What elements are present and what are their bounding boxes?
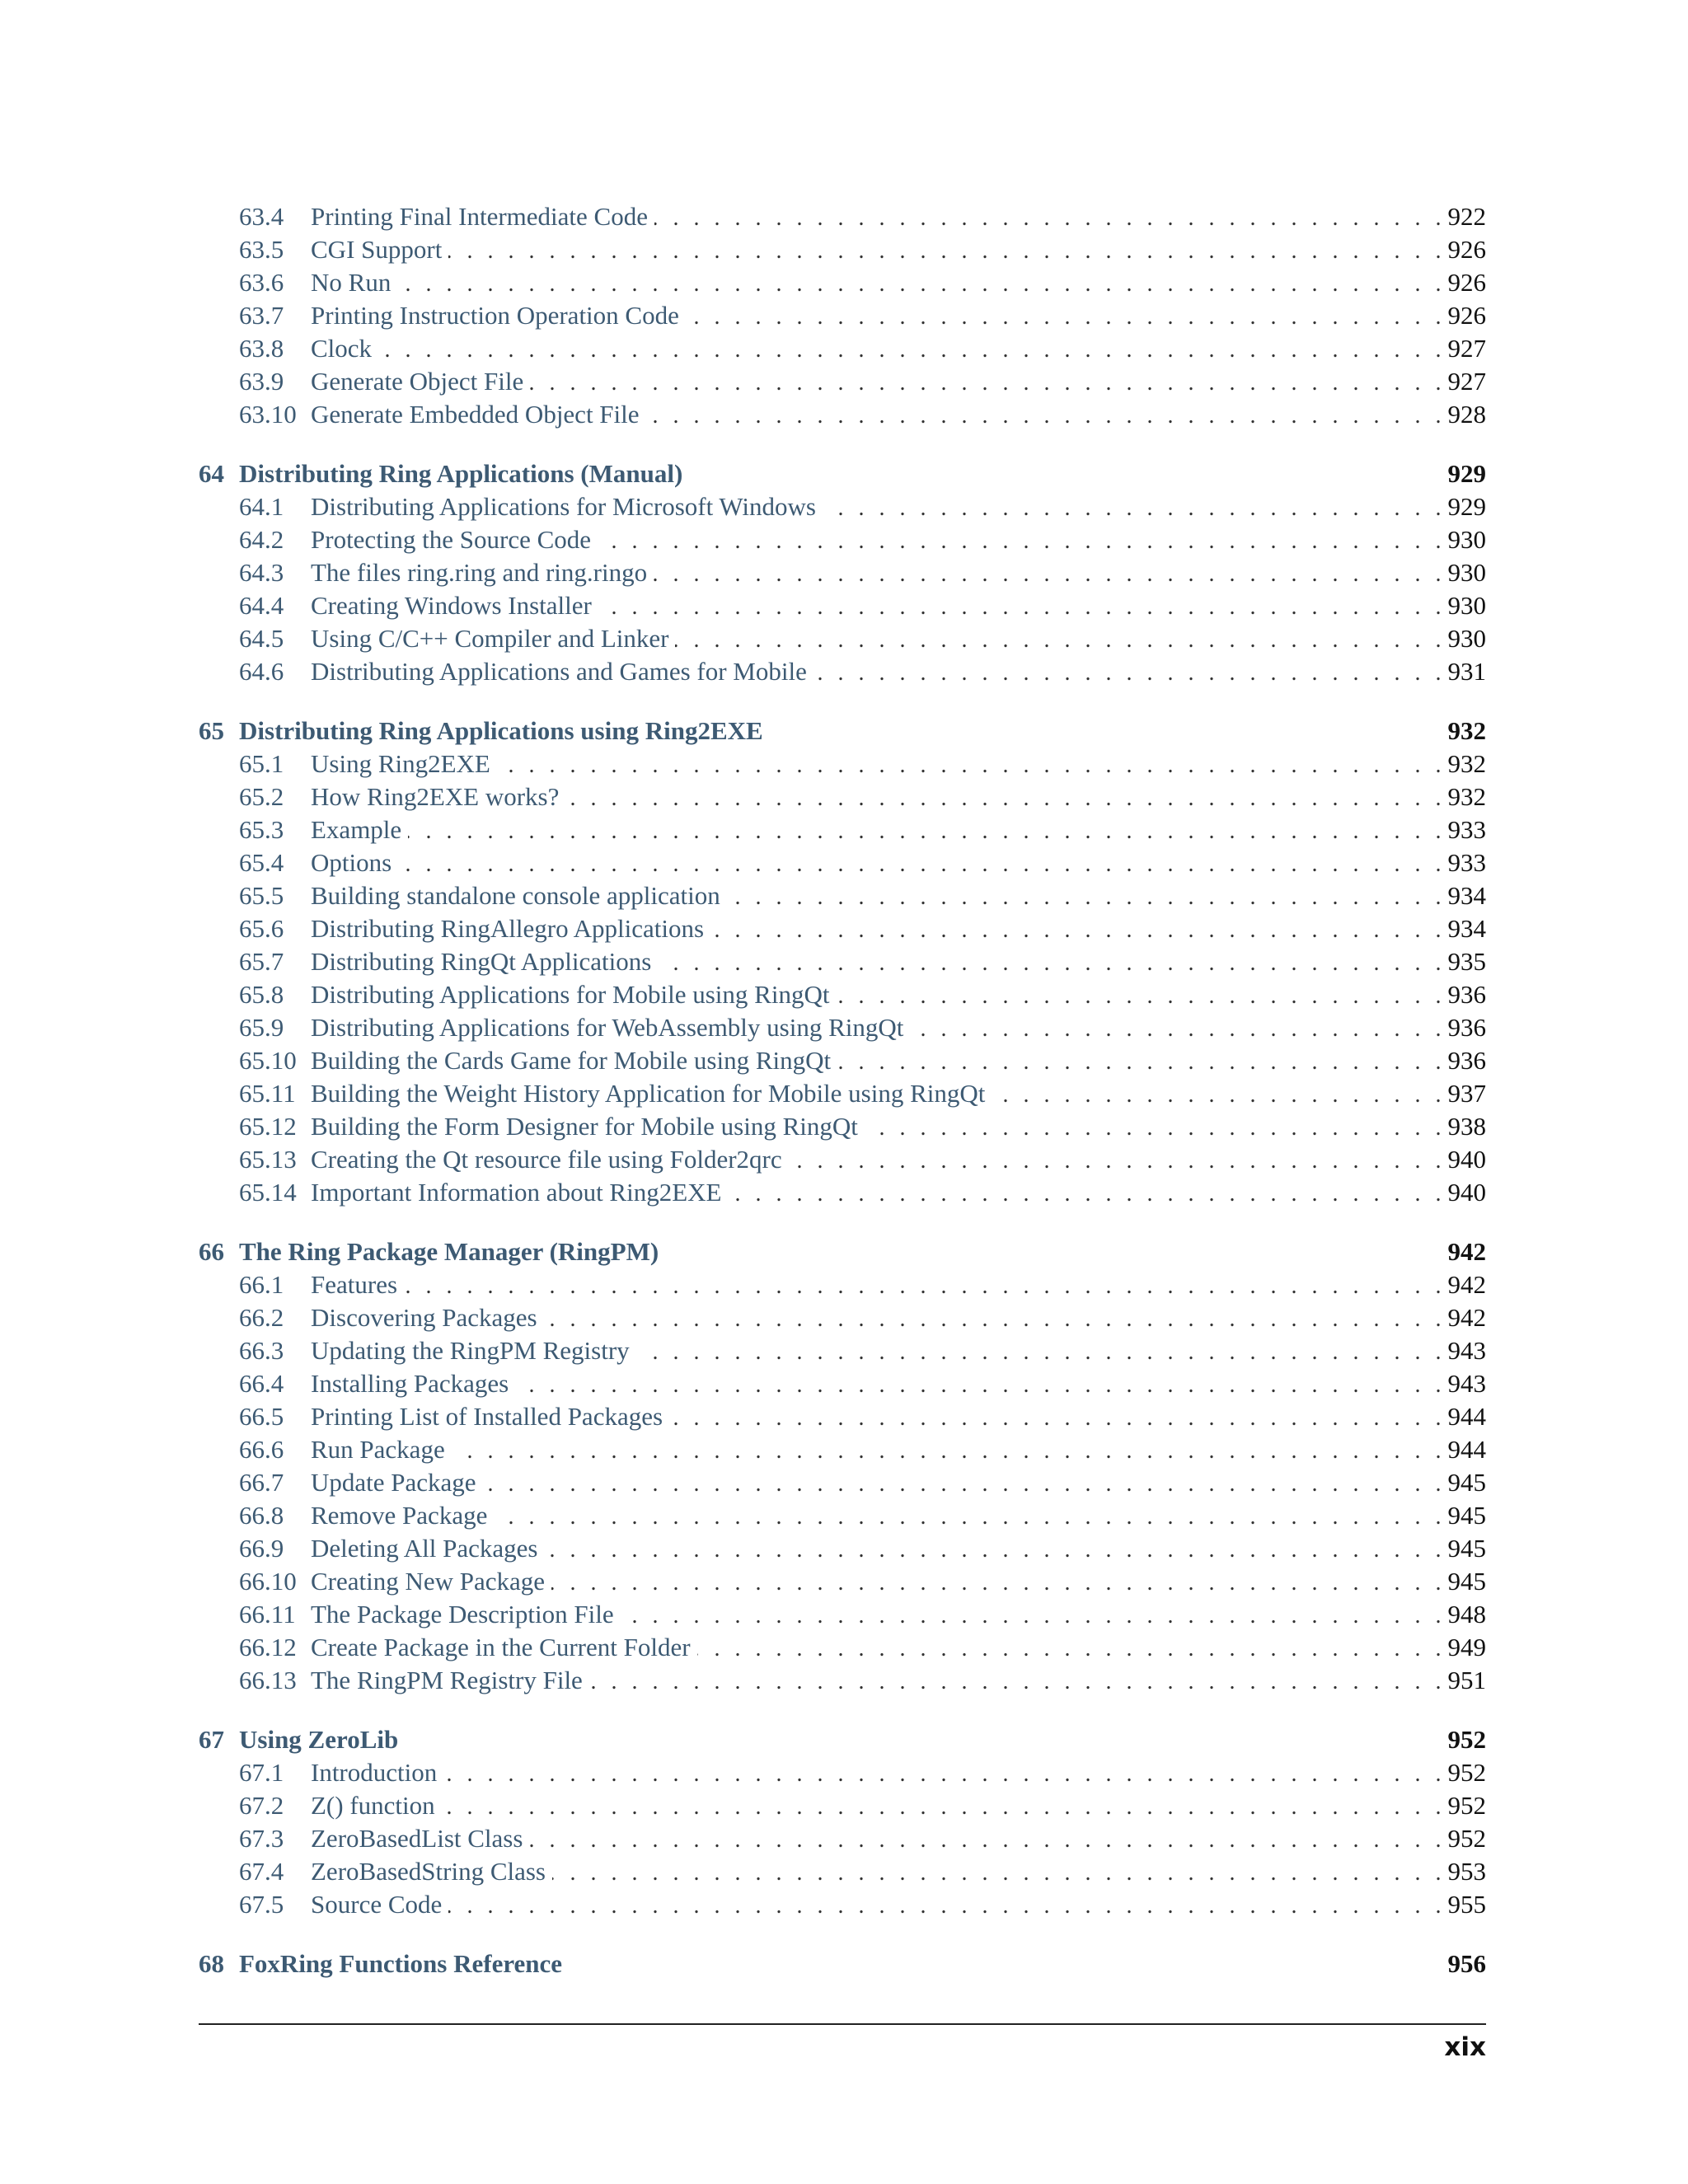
section-page-number: 932 bbox=[1447, 749, 1486, 778]
dot-leader bbox=[654, 200, 1442, 233]
section-number: 65.11 bbox=[239, 1079, 296, 1108]
toc-entry-link[interactable] bbox=[199, 978, 1486, 1011]
chapter-number: 64 bbox=[199, 459, 224, 488]
section-number: 65.3 bbox=[239, 815, 284, 844]
toc-entry-link[interactable] bbox=[199, 1756, 1486, 1789]
dot-leader bbox=[992, 1077, 1441, 1110]
section-number: 66.1 bbox=[239, 1270, 284, 1299]
section-page-number: 945 bbox=[1447, 1534, 1486, 1563]
section-number: 63.8 bbox=[239, 334, 284, 363]
section-page-number: 930 bbox=[1447, 624, 1486, 653]
section-title: No Run bbox=[311, 268, 392, 297]
dot-leader bbox=[448, 1888, 1441, 1921]
section-title: Options bbox=[311, 848, 392, 877]
section-page-number: 938 bbox=[1447, 1112, 1486, 1141]
dot-leader bbox=[646, 398, 1442, 431]
table-of-contents bbox=[199, 200, 1486, 1980]
toc-entry-link[interactable] bbox=[199, 1664, 1486, 1697]
section-title: Generate Embedded Object File bbox=[311, 400, 640, 429]
dot-leader bbox=[404, 1268, 1441, 1301]
section-title: ZeroBasedList Class bbox=[311, 1824, 523, 1853]
toc-entry-link[interactable] bbox=[199, 1011, 1486, 1044]
section-title: Creating the Qt resource file using Folder2qrc bbox=[311, 1145, 782, 1174]
dot-leader bbox=[452, 1433, 1442, 1466]
section-title: Introduction bbox=[311, 1758, 438, 1787]
section-title: Printing List of Installed Packages bbox=[311, 1402, 663, 1431]
toc-entry-link[interactable] bbox=[199, 1044, 1486, 1077]
section-number: 67.1 bbox=[239, 1758, 284, 1787]
section-page-number: 952 bbox=[1447, 1758, 1486, 1787]
section-title: ZeroBasedString Class bbox=[311, 1857, 546, 1886]
section-number: 66.9 bbox=[239, 1534, 284, 1563]
section-number: 65.4 bbox=[239, 848, 284, 877]
section-page-number: 930 bbox=[1447, 591, 1486, 620]
page-number: xix bbox=[1444, 2032, 1486, 2062]
section-title: Distributing RingAllegro Applications bbox=[311, 914, 705, 943]
section-page-number: 926 bbox=[1447, 268, 1486, 297]
section-title: Using C/C++ Compiler and Linker bbox=[311, 624, 669, 653]
dot-leader bbox=[530, 365, 1441, 398]
section-title: CGI Support bbox=[311, 235, 443, 264]
toc-entry-link[interactable] bbox=[199, 523, 1486, 556]
toc-entry-link[interactable] bbox=[199, 1433, 1486, 1466]
chapter-heading-link[interactable] bbox=[199, 457, 1486, 490]
toc-entry-link[interactable] bbox=[199, 846, 1486, 879]
section-number: 66.7 bbox=[239, 1468, 284, 1497]
section-number: 65.10 bbox=[239, 1046, 297, 1075]
section-number: 66.5 bbox=[239, 1402, 284, 1431]
dot-leader bbox=[494, 1499, 1441, 1532]
section-page-number: 933 bbox=[1447, 815, 1486, 844]
toc-entry-link[interactable] bbox=[199, 1888, 1486, 1921]
section-page-number: 940 bbox=[1447, 1178, 1486, 1207]
section-title: Generate Object File bbox=[311, 367, 524, 396]
toc-entry-link[interactable] bbox=[199, 655, 1486, 688]
toc-entry-link[interactable] bbox=[199, 912, 1486, 945]
toc-entry-link[interactable] bbox=[199, 780, 1486, 813]
section-number: 66.13 bbox=[239, 1666, 297, 1694]
section-title: Distributing Applications and Games for Mobile bbox=[311, 657, 807, 686]
section-page-number: 945 bbox=[1447, 1567, 1486, 1596]
section-title: Creating Windows Installer bbox=[311, 591, 592, 620]
toc-entry-link[interactable] bbox=[199, 398, 1486, 431]
section-number: 65.9 bbox=[239, 1013, 284, 1042]
dot-leader bbox=[727, 879, 1442, 912]
chapter-number: 67 bbox=[199, 1725, 224, 1754]
section-title: How Ring2EXE works? bbox=[311, 782, 560, 811]
dot-leader bbox=[529, 1822, 1441, 1855]
section-page-number: 926 bbox=[1447, 235, 1486, 264]
section-title: Discovering Packages bbox=[311, 1303, 537, 1332]
toc-entry-link[interactable] bbox=[199, 233, 1486, 266]
toc-entry-link[interactable] bbox=[199, 1565, 1486, 1598]
toc-entry-link[interactable] bbox=[199, 879, 1486, 912]
dot-leader bbox=[836, 978, 1441, 1011]
dot-leader bbox=[710, 912, 1441, 945]
toc-entry-link[interactable] bbox=[199, 1631, 1486, 1664]
dot-leader bbox=[823, 490, 1442, 523]
toc-entry-link[interactable] bbox=[199, 1822, 1486, 1855]
section-title: Building standalone console application bbox=[311, 881, 720, 910]
section-title: Features bbox=[311, 1270, 398, 1299]
toc-entry-link[interactable] bbox=[199, 1301, 1486, 1334]
dot-leader bbox=[598, 589, 1442, 622]
section-title: Creating New Package bbox=[311, 1567, 546, 1596]
section-number: 66.10 bbox=[239, 1567, 297, 1596]
section-number: 64.6 bbox=[239, 657, 284, 686]
toc-entry-link[interactable] bbox=[199, 1143, 1486, 1176]
section-page-number: 934 bbox=[1447, 881, 1486, 910]
chapter-title: FoxRing Functions Reference bbox=[239, 1949, 563, 1978]
dot-leader bbox=[598, 523, 1441, 556]
section-title: Installing Packages bbox=[311, 1369, 509, 1398]
section-number: 65.6 bbox=[239, 914, 284, 943]
toc-entry-link[interactable] bbox=[199, 1532, 1486, 1565]
section-page-number: 943 bbox=[1447, 1369, 1486, 1398]
toc-entry-link[interactable] bbox=[199, 622, 1486, 655]
section-page-number: 940 bbox=[1447, 1145, 1486, 1174]
dot-leader bbox=[669, 1400, 1441, 1433]
toc-entry-link[interactable] bbox=[199, 1110, 1486, 1143]
section-title: Create Package in the Current Folder bbox=[311, 1633, 691, 1661]
section-number: 66.6 bbox=[239, 1435, 284, 1464]
dot-leader bbox=[686, 299, 1442, 332]
section-title: Deleting All Packages bbox=[311, 1534, 538, 1563]
toc-chapter bbox=[199, 457, 1486, 688]
toc-entry-link[interactable] bbox=[199, 1789, 1486, 1822]
section-page-number: 930 bbox=[1447, 558, 1486, 587]
dot-leader bbox=[408, 813, 1441, 846]
section-title: Update Package bbox=[311, 1468, 476, 1497]
section-number: 65.5 bbox=[239, 881, 284, 910]
toc-entry-link[interactable] bbox=[199, 1400, 1486, 1433]
toc-entry-link[interactable] bbox=[199, 299, 1486, 332]
toc-chapter bbox=[199, 1947, 1486, 1980]
section-number: 66.3 bbox=[239, 1336, 284, 1365]
toc-entry-link[interactable] bbox=[199, 1268, 1486, 1301]
chapter-title: Distributing Ring Applications using Ring2EXE bbox=[239, 716, 763, 745]
section-page-number: 951 bbox=[1447, 1666, 1486, 1694]
section-number: 65.12 bbox=[239, 1112, 297, 1141]
section-page-number: 953 bbox=[1447, 1857, 1486, 1886]
section-page-number: 942 bbox=[1447, 1303, 1486, 1332]
dot-leader bbox=[442, 1789, 1442, 1822]
section-number: 65.1 bbox=[239, 749, 284, 778]
chapter-heading-link[interactable] bbox=[199, 1947, 1486, 1980]
section-page-number: 929 bbox=[1447, 492, 1486, 521]
section-number: 65.14 bbox=[239, 1178, 297, 1207]
dot-leader bbox=[728, 1176, 1441, 1209]
chapter-page-number: 952 bbox=[1447, 1725, 1486, 1754]
section-number: 65.8 bbox=[239, 980, 284, 1009]
section-title: Protecting the Source Code bbox=[311, 525, 592, 554]
section-number: 63.5 bbox=[239, 235, 284, 264]
section-title: Distributing RingQt Applications bbox=[311, 947, 652, 976]
section-number: 64.3 bbox=[239, 558, 284, 587]
section-page-number: 936 bbox=[1447, 1046, 1486, 1075]
dot-leader bbox=[397, 266, 1441, 299]
toc-entry-link[interactable] bbox=[199, 748, 1486, 780]
section-page-number: 943 bbox=[1447, 1336, 1486, 1365]
section-page-number: 945 bbox=[1447, 1501, 1486, 1530]
chapter-page-number: 942 bbox=[1447, 1237, 1486, 1266]
dot-leader bbox=[552, 1855, 1442, 1888]
toc-entry-link[interactable] bbox=[199, 1367, 1486, 1400]
dot-leader bbox=[910, 1011, 1441, 1044]
chapter-heading-link[interactable] bbox=[199, 715, 1486, 748]
dot-leader bbox=[697, 1631, 1442, 1664]
toc-entry-link[interactable] bbox=[199, 1598, 1486, 1631]
section-title: Building the Form Designer for Mobile using RingQt bbox=[311, 1112, 858, 1141]
section-title: Building the Cards Game for Mobile using RingQt bbox=[311, 1046, 832, 1075]
dot-leader bbox=[865, 1110, 1442, 1143]
section-number: 65.2 bbox=[239, 782, 284, 811]
section-page-number: 922 bbox=[1447, 202, 1486, 231]
dot-leader bbox=[814, 655, 1442, 688]
section-page-number: 927 bbox=[1447, 334, 1486, 363]
section-title: Z() function bbox=[311, 1791, 435, 1820]
section-page-number: 930 bbox=[1447, 525, 1486, 554]
dot-leader bbox=[589, 1664, 1442, 1697]
section-page-number: 926 bbox=[1447, 301, 1486, 330]
section-page-number: 933 bbox=[1447, 848, 1486, 877]
section-title: Remove Package bbox=[311, 1501, 488, 1530]
toc-entry-link[interactable] bbox=[199, 200, 1486, 233]
section-number: 65.13 bbox=[239, 1145, 297, 1174]
dot-leader bbox=[658, 945, 1441, 978]
section-title: Updating the RingPM Registry bbox=[311, 1336, 630, 1365]
toc-entry-link[interactable] bbox=[199, 332, 1486, 365]
toc-entry-link[interactable] bbox=[199, 1855, 1486, 1888]
chapter-heading-link[interactable] bbox=[199, 1235, 1486, 1268]
section-page-number: 955 bbox=[1447, 1890, 1486, 1919]
chapter-title: The Ring Package Manager (RingPM) bbox=[239, 1237, 659, 1266]
chapter-page-number: 929 bbox=[1447, 459, 1486, 488]
section-title: The files ring.ring and ring.ringo bbox=[311, 558, 648, 587]
section-number: 67.5 bbox=[239, 1890, 284, 1919]
section-title: Distributing Applications for Mobile using RingQt bbox=[311, 980, 830, 1009]
toc-entry-link[interactable] bbox=[199, 1334, 1486, 1367]
dot-leader bbox=[544, 1301, 1442, 1334]
section-page-number: 945 bbox=[1447, 1468, 1486, 1497]
section-page-number: 928 bbox=[1447, 400, 1486, 429]
section-number: 67.3 bbox=[239, 1824, 284, 1853]
toc-entry-link[interactable] bbox=[199, 813, 1486, 846]
dot-leader bbox=[551, 1565, 1441, 1598]
section-page-number: 927 bbox=[1447, 367, 1486, 396]
chapter-page-number: 956 bbox=[1447, 1949, 1486, 1978]
section-title: Building the Weight History Application for Mobile using RingQt bbox=[311, 1079, 986, 1108]
section-number: 66.4 bbox=[239, 1369, 284, 1398]
section-page-number: 935 bbox=[1447, 947, 1486, 976]
dot-leader bbox=[545, 1532, 1442, 1565]
dot-leader bbox=[378, 332, 1441, 365]
dot-leader bbox=[483, 1466, 1442, 1499]
dot-leader bbox=[497, 748, 1442, 780]
section-number: 63.6 bbox=[239, 268, 284, 297]
dot-leader bbox=[675, 622, 1441, 655]
dot-leader bbox=[789, 1143, 1442, 1176]
chapter-title: Distributing Ring Applications (Manual) bbox=[239, 459, 683, 488]
dot-leader bbox=[636, 1334, 1442, 1367]
toc-entry-link[interactable] bbox=[199, 266, 1486, 299]
section-title: Using Ring2EXE bbox=[311, 749, 490, 778]
chapter-title: Using ZeroLib bbox=[239, 1725, 399, 1754]
toc-chapter bbox=[199, 200, 1486, 431]
section-title: Distributing Applications for WebAssembly using RingQt bbox=[311, 1013, 904, 1042]
section-number: 66.2 bbox=[239, 1303, 284, 1332]
section-number: 63.4 bbox=[239, 202, 284, 231]
dot-leader bbox=[654, 556, 1441, 589]
section-number: 64.1 bbox=[239, 492, 284, 521]
section-page-number: 936 bbox=[1447, 980, 1486, 1009]
chapter-number: 66 bbox=[199, 1237, 224, 1266]
section-page-number: 948 bbox=[1447, 1600, 1486, 1629]
section-page-number: 936 bbox=[1447, 1013, 1486, 1042]
toc-entry-link[interactable] bbox=[199, 365, 1486, 398]
section-number: 67.2 bbox=[239, 1791, 284, 1820]
toc-entry-link[interactable] bbox=[199, 589, 1486, 622]
section-title: Source Code bbox=[311, 1890, 443, 1919]
section-number: 64.5 bbox=[239, 624, 284, 653]
section-number: 66.8 bbox=[239, 1501, 284, 1530]
section-page-number: 931 bbox=[1447, 657, 1486, 686]
toc-chapter bbox=[199, 1235, 1486, 1697]
toc-entry-link[interactable] bbox=[199, 1466, 1486, 1499]
section-title: Run Package bbox=[311, 1435, 445, 1464]
section-number: 65.7 bbox=[239, 947, 284, 976]
toc-entry-link[interactable] bbox=[199, 1077, 1486, 1110]
section-number: 66.11 bbox=[239, 1600, 296, 1629]
dot-leader bbox=[515, 1367, 1441, 1400]
toc-entry-link[interactable] bbox=[199, 945, 1486, 978]
section-page-number: 932 bbox=[1447, 782, 1486, 811]
chapter-number: 65 bbox=[199, 716, 224, 745]
chapter-heading-link[interactable] bbox=[199, 1723, 1486, 1756]
chapter-number: 68 bbox=[199, 1949, 224, 1978]
toc-chapter bbox=[199, 715, 1486, 1209]
section-number: 64.2 bbox=[239, 525, 284, 554]
chapter-page-number: 932 bbox=[1447, 716, 1486, 745]
section-page-number: 944 bbox=[1447, 1402, 1486, 1431]
section-number: 63.10 bbox=[239, 400, 297, 429]
section-number: 67.4 bbox=[239, 1857, 284, 1886]
dot-leader bbox=[443, 1756, 1441, 1789]
section-page-number: 934 bbox=[1447, 914, 1486, 943]
section-title: Distributing Applications for Microsoft Windows bbox=[311, 492, 816, 521]
dot-leader bbox=[837, 1044, 1441, 1077]
section-number: 66.12 bbox=[239, 1633, 297, 1661]
footer-rule bbox=[199, 2023, 1486, 2025]
section-number: 64.4 bbox=[239, 591, 284, 620]
section-page-number: 952 bbox=[1447, 1791, 1486, 1820]
section-page-number: 949 bbox=[1447, 1633, 1486, 1661]
dot-leader bbox=[448, 233, 1441, 266]
section-title: Important Information about Ring2EXE bbox=[311, 1178, 722, 1207]
toc-entry-link[interactable] bbox=[199, 1176, 1486, 1209]
dot-leader bbox=[398, 846, 1441, 879]
toc-chapter bbox=[199, 1723, 1486, 1921]
dot-leader bbox=[621, 1598, 1442, 1631]
section-title: Printing Instruction Operation Code bbox=[311, 301, 679, 330]
section-title: The Package Description File bbox=[311, 1600, 614, 1629]
toc-entry-link[interactable] bbox=[199, 1499, 1486, 1532]
section-page-number: 942 bbox=[1447, 1270, 1486, 1299]
section-title: The RingPM Registry File bbox=[311, 1666, 583, 1694]
section-page-number: 944 bbox=[1447, 1435, 1486, 1464]
section-number: 63.7 bbox=[239, 301, 284, 330]
section-page-number: 937 bbox=[1447, 1079, 1486, 1108]
toc-entry-link[interactable] bbox=[199, 556, 1486, 589]
dot-leader bbox=[565, 780, 1441, 813]
toc-entry-link[interactable] bbox=[199, 490, 1486, 523]
section-title: Printing Final Intermediate Code bbox=[311, 202, 648, 231]
section-page-number: 952 bbox=[1447, 1824, 1486, 1853]
section-title: Example bbox=[311, 815, 402, 844]
section-number: 63.9 bbox=[239, 367, 284, 396]
section-title: Clock bbox=[311, 334, 373, 363]
